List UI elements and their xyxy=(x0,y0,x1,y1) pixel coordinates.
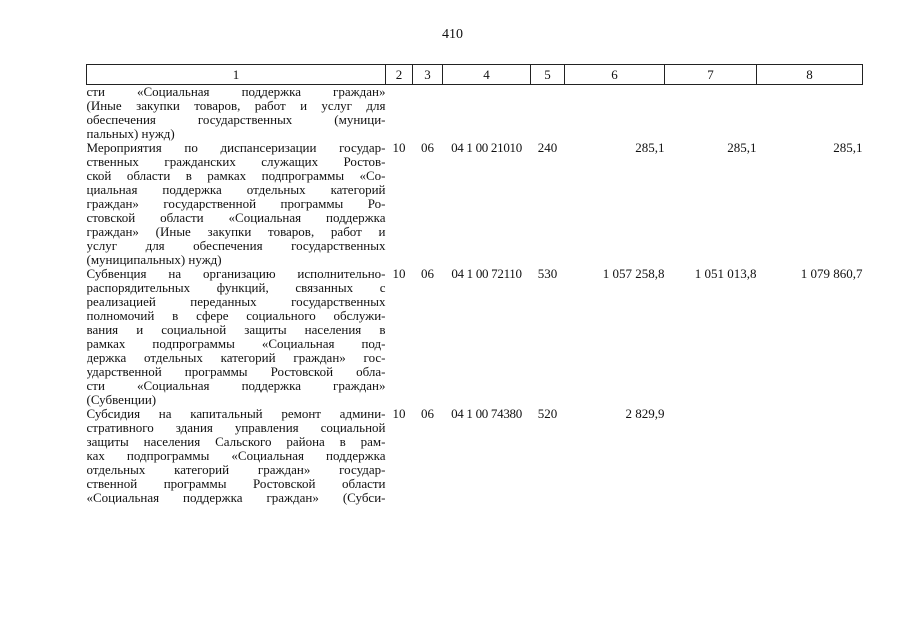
amount-col7 xyxy=(665,407,757,505)
description-line: (муниципальных) нужд) xyxy=(86,253,222,267)
column-header: 3 xyxy=(413,65,443,85)
amount-col6: 285,1 xyxy=(635,140,665,155)
row-description xyxy=(87,407,386,505)
subsection-code: 06 xyxy=(421,140,434,155)
table-row xyxy=(87,85,863,142)
subsection-code: 06 xyxy=(421,266,434,281)
section-code xyxy=(386,85,413,142)
description-line: Субсидия на капитальный ремонт админи- xyxy=(86,407,386,421)
description-line: вания и социальной защиты населения в xyxy=(86,323,386,337)
description-line: рамках подпрограммы «Социальная под- xyxy=(86,337,386,351)
description-line: реализацией переданных государственных xyxy=(86,295,386,309)
amount-col8: 285,1 xyxy=(833,140,863,155)
description-line: обеспечения государственных (муници- xyxy=(86,113,386,127)
column-header: 1 xyxy=(87,65,386,85)
description-line: держка отдельных категорий граждан» гос- xyxy=(86,351,386,365)
page-number: 410 xyxy=(442,27,463,42)
column-header: 8 xyxy=(757,65,863,85)
table-header-row xyxy=(87,65,863,85)
description-line: распорядительных функций, связанных с xyxy=(86,281,386,295)
description-line: циальная поддержка отдельных категорий xyxy=(86,183,386,197)
description-line: отдельных категорий граждан» государ- xyxy=(86,463,386,477)
expense-type-code: 240 xyxy=(537,140,558,155)
row-description xyxy=(87,141,386,267)
description-line: сти «Социальная поддержка граждан» xyxy=(86,85,386,99)
description-line: Мероприятия по диспансеризации государ- xyxy=(86,141,386,155)
amount-col8 xyxy=(757,407,863,505)
description-line: ударственной программы Ростовской обла- xyxy=(86,365,386,379)
expense-type-code xyxy=(531,85,565,142)
amount-col6: 2 829,9 xyxy=(625,406,665,421)
subsection-code xyxy=(413,85,443,142)
description-line: «Социальная поддержка граждан» (Субси- xyxy=(86,491,386,505)
amount-col7: 1 051 013,8 xyxy=(694,266,757,281)
target-article-code: 04 1 00 21010 xyxy=(451,140,522,155)
column-header: 4 xyxy=(443,65,531,85)
description-line: сти «Социальная поддержка граждан» xyxy=(86,379,386,393)
description-line: (Субвенции) xyxy=(86,393,157,407)
description-line: ственных гражданских служащих Ростов- xyxy=(86,155,386,169)
column-header: 7 xyxy=(665,65,757,85)
section-code: 10 xyxy=(392,266,406,281)
description-line: ственной программы Ростовской области xyxy=(86,477,386,491)
amount-col8: 1 079 860,7 xyxy=(800,266,863,281)
table-row xyxy=(87,267,863,407)
target-article-code: 04 1 00 74380 xyxy=(451,406,522,421)
section-code: 10 xyxy=(392,140,406,155)
row-description xyxy=(87,85,386,142)
description-line: ской области в рамках подпрограммы «Со- xyxy=(86,169,386,183)
amount-col8 xyxy=(757,85,863,142)
description-line: защиты населения Сальского района в рам- xyxy=(86,435,386,449)
description-line: стовской области «Социальная поддержка xyxy=(86,211,386,225)
amount-col7: 285,1 xyxy=(727,140,757,155)
description-line: пальных) нужд) xyxy=(86,127,175,141)
description-line: (Иные закупки товаров, работ и услуг для xyxy=(86,99,386,113)
amount-col7 xyxy=(665,85,757,142)
table-row xyxy=(87,141,863,267)
section-code: 10 xyxy=(392,406,406,421)
description-line: стративного здания управления социальной xyxy=(86,421,386,435)
column-header: 2 xyxy=(386,65,413,85)
description-line: граждан» (Иные закупки товаров, работ и xyxy=(86,225,386,239)
description-line: Субвенция на организацию исполнительно- xyxy=(86,267,386,281)
subsection-code: 06 xyxy=(421,406,434,421)
row-description xyxy=(87,267,386,407)
column-header: 5 xyxy=(531,65,565,85)
expense-type-code: 530 xyxy=(537,266,558,281)
table-row xyxy=(87,407,863,505)
description-line: граждан» государственной программы Ро- xyxy=(86,197,386,211)
expense-type-code: 520 xyxy=(537,406,558,421)
target-article-code xyxy=(443,85,531,142)
description-line: ках подпрограммы «Социальная поддержка xyxy=(86,449,386,463)
target-article-code: 04 1 00 72110 xyxy=(451,266,522,281)
amount-col6 xyxy=(565,85,665,142)
column-header: 6 xyxy=(565,65,665,85)
description-line: полномочий в сфере социального обслужи- xyxy=(86,309,386,323)
description-line: услуг для обеспечения государственных xyxy=(86,239,386,253)
amount-col6: 1 057 258,8 xyxy=(602,266,665,281)
budget-table xyxy=(86,64,863,505)
